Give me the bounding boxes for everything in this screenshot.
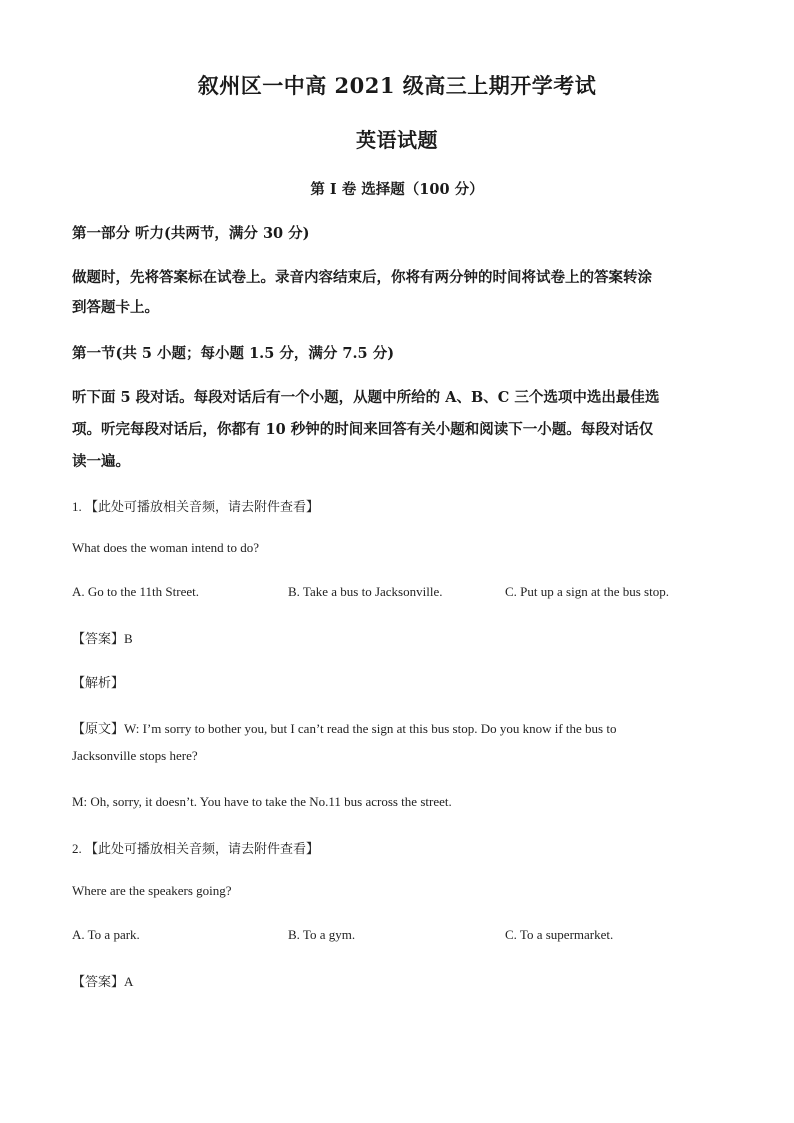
question-1-audio[interactable]: 1. 【此处可播放相关音频，请去附件查看】: [72, 499, 320, 514]
section1-instruction-line3: 读一遍。: [72, 453, 130, 470]
question-1-answer: 【答案】B: [72, 631, 133, 646]
volume-title: 第 I 卷 选择题（100 分）: [310, 181, 484, 198]
subject-title: 英语试题: [356, 128, 438, 152]
question-2-audio[interactable]: 2. 【此处可播放相关音频，请去附件查看】: [72, 841, 320, 856]
section1-instruction-line1: 听下面 5 段对话。每段对话后有一个小题，从题中所给的 A、B、C 三个选项中选出最佳选: [72, 389, 660, 406]
question-2-option-b: B. To a gym.: [288, 927, 356, 942]
part1-instruction-line1: 做题时，先将答案标在试卷上。录音内容结束后，你将有两分钟的时间将试卷上的答案转涂: [72, 269, 652, 286]
question-1-text: What does the woman intend to do?: [72, 540, 260, 555]
question-1-transcript-line3: M: Oh, sorry, it doesn’t. You have to take the No.11 bus across the street.: [72, 794, 452, 809]
question-2-option-c: C. To a supermarket.: [505, 927, 614, 942]
section1-heading: 第一节(共 5 小题；每小题 1.5 分，满分 7.5 分): [72, 345, 395, 362]
exam-title: 叙州区一中高 2021 级高三上期开学考试: [197, 73, 597, 98]
question-1-option-a: A. Go to the 11th Street.: [72, 584, 199, 599]
question-2-answer: 【答案】A: [72, 974, 134, 989]
part1-instruction-line2: 到答题卡上。: [72, 299, 159, 316]
question-1-analysis: 【解析】: [72, 675, 125, 690]
question-1-transcript-line1: 【原文】W: I’m sorry to bother you, but I can’t read the sign at this bus stop. Do you know if the bus to: [72, 721, 617, 736]
question-1-transcript-line2: Jacksonville stops here?: [72, 748, 198, 763]
question-1-option-b: B. Take a bus to Jacksonville.: [288, 584, 443, 599]
part1-heading: 第一部分 听力(共两节，满分 30 分): [72, 225, 310, 242]
section1-instruction-line2: 项。听完每段对话后，你都有 10 秒钟的时间来回答有关小题和阅读下一小题。每段对话仅: [72, 421, 654, 438]
question-1-option-c: C. Put up a sign at the bus stop.: [505, 584, 669, 599]
question-2-option-a: A. To a park.: [72, 927, 140, 942]
question-2-text: Where are the speakers going?: [72, 883, 232, 898]
